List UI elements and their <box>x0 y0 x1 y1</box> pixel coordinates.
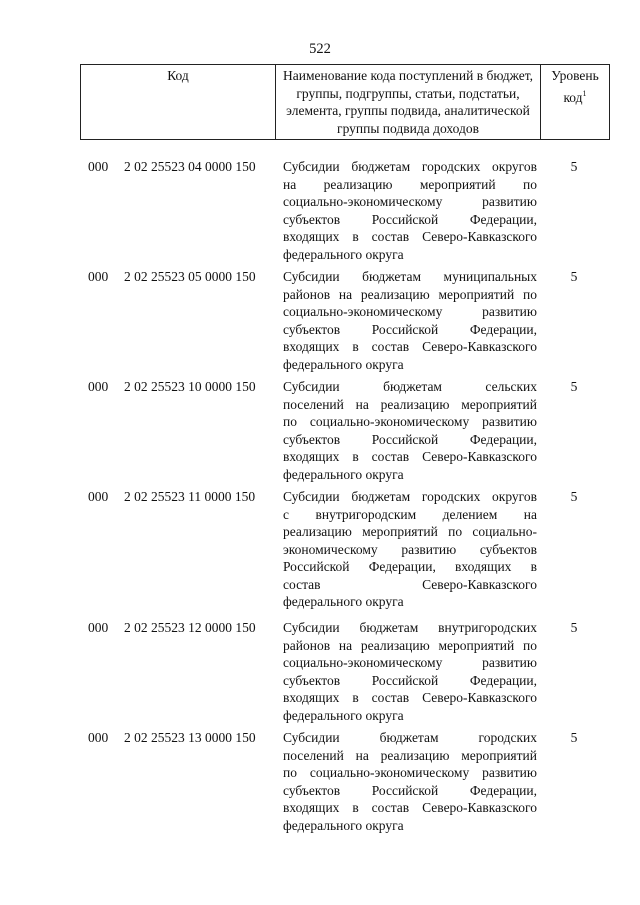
name-line: входящих в состав Северо-Кавказского <box>283 449 537 464</box>
name-line: федерального округа <box>283 466 404 482</box>
revenue-name <box>283 378 537 483</box>
header-level-label: Уровень код <box>551 68 599 105</box>
name-line: Субсидии бюджетам городских округов <box>283 159 537 174</box>
name-line: состав Северо-Кавказского <box>283 576 537 592</box>
name-line: Субсидии бюджетам муниципальных <box>283 269 537 284</box>
name-line: Субсидии бюджетам городских округов <box>283 489 537 504</box>
header-level <box>541 65 609 139</box>
name-line: на реализацию мероприятий по <box>283 176 537 192</box>
name-line: социально-экономическому развитию <box>283 655 537 670</box>
name-line: федерального округа <box>283 594 404 609</box>
header-name: Наименование кода поступлений в бюджет, группы, подгруппы, статьи, подстатьи, элемента, группы подвида, аналитической группы подвида доходов <box>276 65 541 139</box>
name-line: районов на реализацию мероприятий по <box>283 637 537 653</box>
header-level-footnote: 1 <box>582 88 587 98</box>
name-line: входящих в состав Северо-Кавказского <box>283 800 537 815</box>
name-line: входящих в состав Северо-Кавказского <box>283 339 537 354</box>
level-value: 5 <box>570 620 578 635</box>
revenue-name <box>283 268 537 373</box>
name-line: субъектов Российской Федерации, <box>283 782 537 798</box>
level-value: 5 <box>570 269 578 284</box>
admin-code: 000 <box>88 159 109 174</box>
admin-code: 000 <box>88 730 109 745</box>
page-number: 522 <box>309 41 331 57</box>
revenue-code: 2 02 25523 05 0000 150 <box>124 269 256 284</box>
name-line: районов на реализацию мероприятий по <box>283 286 537 302</box>
name-line: федерального округа <box>283 246 404 262</box>
admin-code: 000 <box>88 269 109 284</box>
name-line: с внутригородским делением на <box>283 506 537 522</box>
name-line: федерального округа <box>283 707 404 723</box>
name-line: экономическому развитию субъектов <box>283 541 537 557</box>
admin-code: 000 <box>88 620 109 635</box>
name-line: субъектов Российской Федерации, <box>283 672 537 688</box>
name-line: по социально-экономическому развитию <box>283 414 537 429</box>
name-line: социально-экономическому развитию <box>283 304 537 319</box>
admin-code: 000 <box>88 489 109 504</box>
revenue-name <box>283 729 537 834</box>
admin-code: 000 <box>88 379 109 394</box>
name-line: Субсидии бюджетам городских <box>283 730 537 745</box>
revenue-name <box>283 488 537 611</box>
level-value: 5 <box>570 379 578 394</box>
name-line: федерального округа <box>283 817 404 833</box>
revenue-name <box>283 158 537 263</box>
name-line: социально-экономическому развитию <box>283 194 537 209</box>
name-line: субъектов Российской Федерации, <box>283 321 537 337</box>
level-value: 5 <box>570 730 578 745</box>
name-line: реализацию мероприятий по социально- <box>283 524 537 539</box>
name-line: входящих в состав Северо-Кавказского <box>283 229 537 244</box>
name-line: поселений на реализацию мероприятий <box>283 396 537 412</box>
name-line: субъектов Российской Федерации, <box>283 211 537 227</box>
name-line: по социально-экономическому развитию <box>283 765 537 780</box>
name-line: поселений на реализацию мероприятий <box>283 747 537 763</box>
name-line: субъектов Российской Федерации, <box>283 431 537 447</box>
revenue-name <box>283 619 537 724</box>
revenue-code: 2 02 25523 10 0000 150 <box>124 379 256 394</box>
level-value: 5 <box>570 489 578 504</box>
header-code: Код <box>81 65 276 139</box>
name-line: федерального округа <box>283 356 404 372</box>
name-line: Субсидии бюджетам сельских <box>283 379 537 394</box>
name-line: входящих в состав Северо-Кавказского <box>283 690 537 705</box>
name-line: Российской Федерации, входящих в <box>283 559 537 574</box>
revenue-code: 2 02 25523 12 0000 150 <box>124 620 256 635</box>
name-line: Субсидии бюджетам внутригородских <box>283 620 537 635</box>
revenue-code: 2 02 25523 13 0000 150 <box>124 730 256 745</box>
revenue-code: 2 02 25523 11 0000 150 <box>124 489 256 504</box>
revenue-code: 2 02 25523 04 0000 150 <box>124 159 256 174</box>
level-value: 5 <box>570 159 578 174</box>
table-header <box>80 64 610 140</box>
